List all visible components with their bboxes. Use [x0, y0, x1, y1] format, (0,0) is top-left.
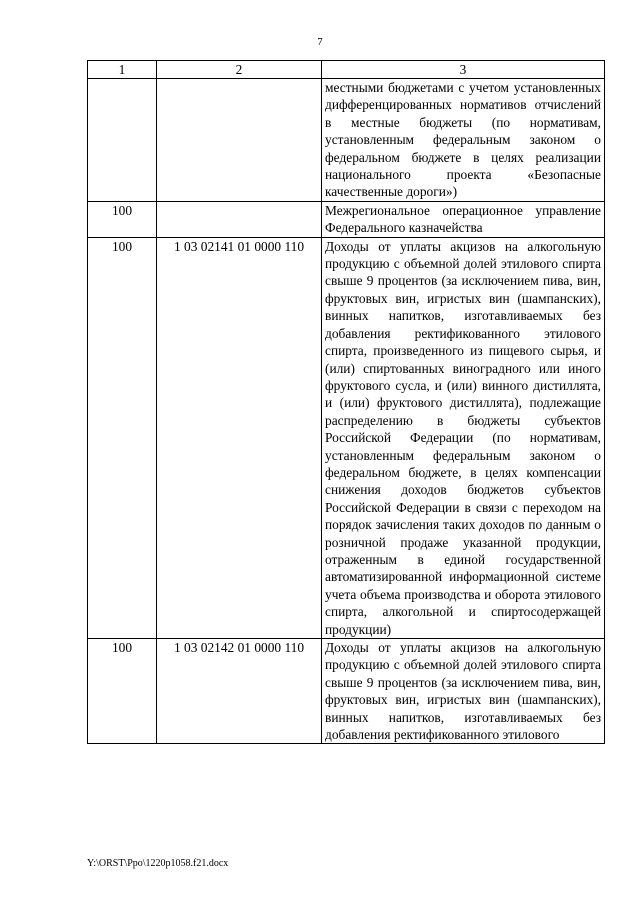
- description-cell: местными бюджетами с учетом установленных дифференцированных нормативов отчислений в местные бюджеты (по нормативам, установленным федеральным законом о федеральном бюджете в целях реализации национального проекта «Безопасные качественные дороги»): [322, 79, 605, 202]
- file-path-footer: Y:\ORST\Ppo\1220p1058.f21.docx: [87, 858, 229, 869]
- admin-code-cell: [88, 79, 157, 202]
- header-cell-2: 2: [157, 61, 322, 79]
- table-row: [88, 201, 605, 237]
- page-number: 7: [317, 36, 323, 48]
- header-cell-1: 1: [88, 61, 157, 79]
- admin-code-cell: 100: [88, 639, 157, 744]
- kbk-code-cell: 1 03 02141 01 0000 110: [157, 237, 322, 638]
- table-header-row: [88, 61, 605, 79]
- table-row: [88, 79, 605, 202]
- kbk-code-cell: [157, 79, 322, 202]
- table-row: [88, 639, 605, 744]
- kbk-code-cell: 1 03 02142 01 0000 110: [157, 639, 322, 744]
- description-cell: Доходы от уплаты акцизов на алкогольную продукцию с объемной долей этилового спирта свыше 9 процентов (за исключением пива, вин, фруктовых вин, игристых вин (шампанских), винных напитков, изготавливаемых без добавления ректификованного этилового спирта, произведенного из пищевого сырья, и (или) спиртованных виноградного или иного фруктового сусла, и (или) винного дистиллята, и (или) фруктового дистиллята), подлежащие распределению в бюджеты субъектов Российской Федерации (по нормативам, установленным федеральным законом о федеральном бюджете, в целях компенсации снижения доходов бюджетов субъектов Российской Федерации в связи с переходом на порядок зачисления таких доходов по данным о розничной продаже указанной продукции, отраженным в единой государственной автоматизированной информационной системе учета объема производства и оборота этилового спирта, алкогольной и спиртосодержащей продукции): [322, 237, 605, 638]
- header-cell-3: 3: [322, 61, 605, 79]
- description-cell: Доходы от уплаты акцизов на алкогольную продукцию с объемной долей этилового спирта свыше 9 процентов (за исключением пива, вин, фруктовых вин, игристых вин (шампанских), винных напитков, изготавливаемых без добавления ректификованного этилового: [322, 639, 605, 744]
- revenue-table: [87, 60, 605, 744]
- admin-code-cell: 100: [88, 201, 157, 237]
- admin-code-cell: 100: [88, 237, 157, 638]
- description-cell: Межрегиональное операционное управление Федерального казначейства: [322, 201, 605, 237]
- kbk-code-cell: [157, 201, 322, 237]
- table-row: [88, 237, 605, 638]
